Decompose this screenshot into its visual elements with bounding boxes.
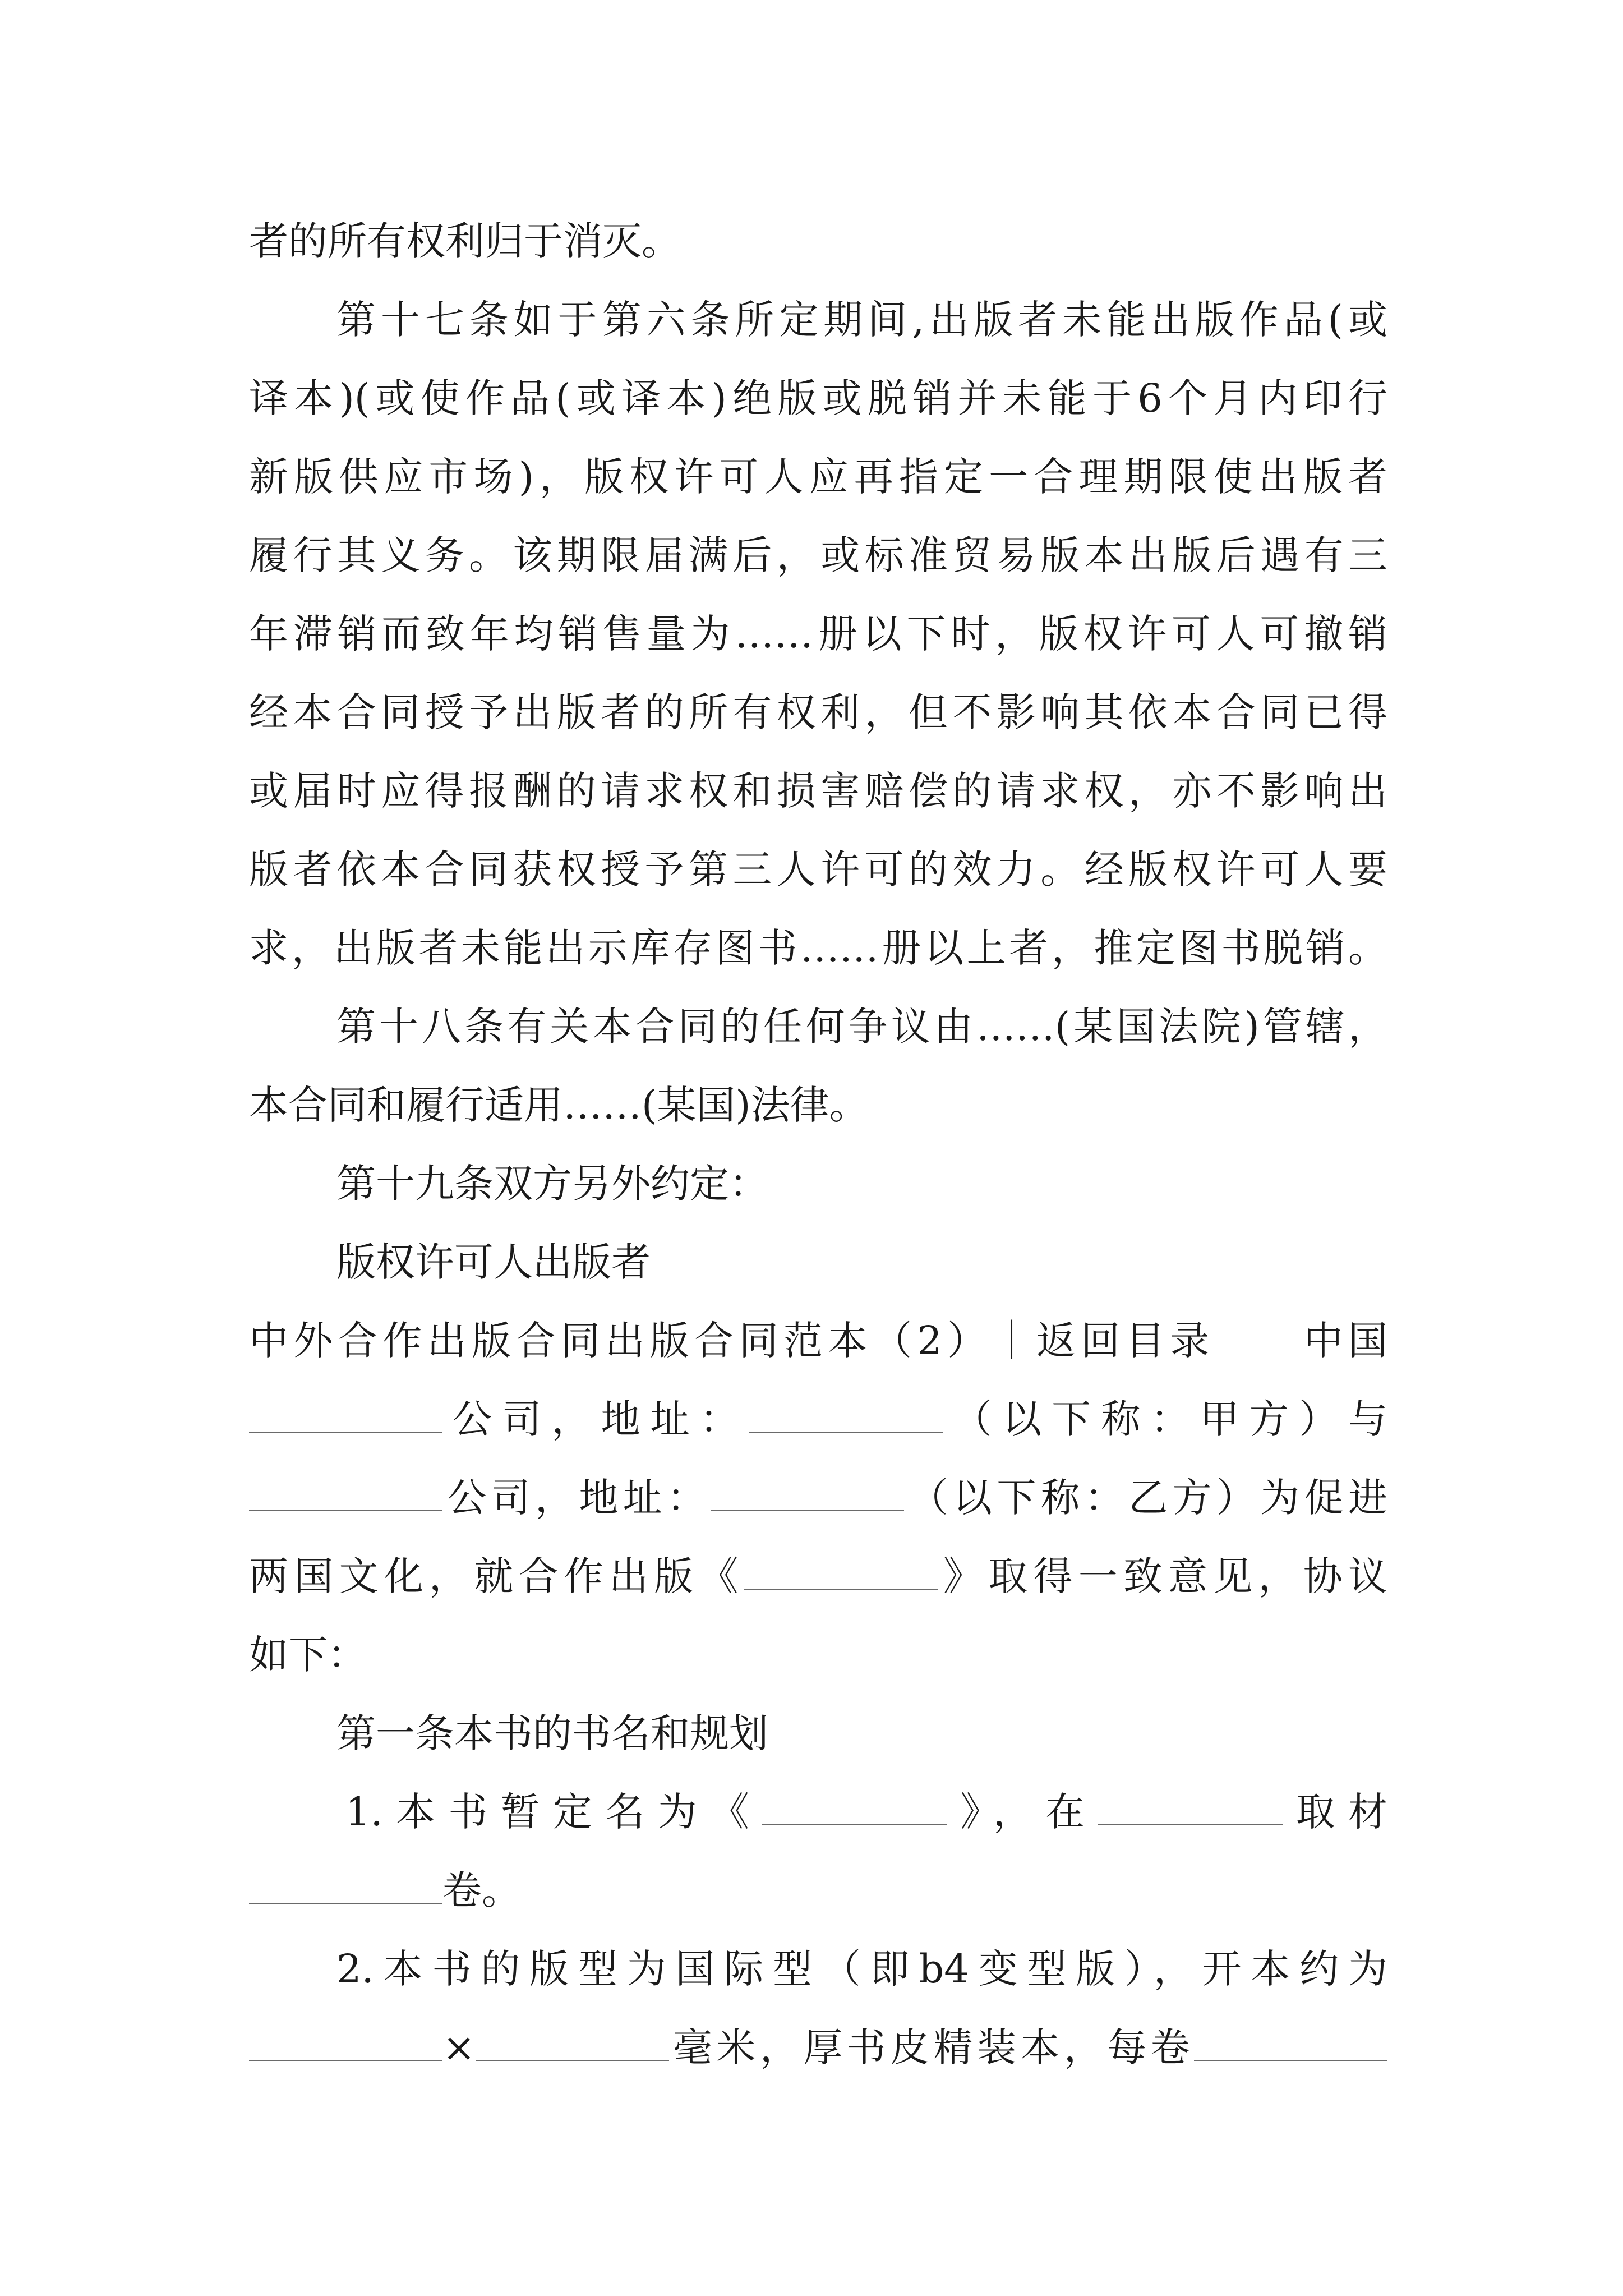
text-segment: 公司，地址： [442,1475,711,1521]
item-1-line [345,1773,1387,1851]
contract-title-line: 中外合作出版合同出版合同范本（2）｜返回目录 中国 [249,1318,1387,1364]
text-line [249,1537,1387,1616]
text-line: 年滞销而致年均销售量为……册以下时，版权许可人可撤销 [249,611,1387,657]
text-segment: 毫米，厚书皮精装本，每卷 [668,2024,1194,2070]
text-line: 履行其义务。该期限届满后，或标准贸易版本出版后遇有三 [249,532,1387,578]
blank-field[interactable] [249,1471,442,1511]
article-19-line: 第十九条双方另外约定： [336,1161,768,1207]
party-a-line [249,1380,1387,1458]
text-line: 或届时应得报酬的请求权和损害赔偿的请求权，亦不影响出 [249,768,1387,814]
blank-field[interactable] [1194,2021,1387,2061]
text-segment: 1.本书暂定名为《 [345,1789,763,1835]
text-line: 译本)(或使作品(或译本)绝版或脱销并未能于6个月内印行 [249,375,1387,421]
text-segment: 两国文化，就合作出版《 [249,1553,744,1599]
text-segment: （以下称：乙方）为促进 [904,1475,1387,1521]
text-line: 本合同和履行适用……(某国)法律。 [249,1082,869,1128]
text-line: 版者依本合同获权授予第三人许可的效力。经版权许可人要 [249,846,1387,892]
party-b-line [249,1458,1387,1537]
article-1-heading: 第一条本书的书名和规划 [336,1710,768,1756]
text-line: 经本合同授予出版者的所有权利，但不影响其依本合同已得 [249,689,1387,735]
article-17-line: 第十七条如于第六条所定期间,出版者未能出版作品(或 [336,297,1387,343]
text-segment: 卷。 [442,1867,521,1913]
text-segment: （以下称：甲方）与 [942,1396,1387,1442]
text-line: 如下： [249,1632,367,1678]
text-line: 新版供应市场)，版权许可人应再指定一合理期限使出版者 [249,454,1387,500]
blank-field[interactable] [1098,1785,1283,1825]
text-line [249,1851,1387,1930]
blank-field[interactable] [476,2021,669,2061]
blank-field[interactable] [249,1392,442,1433]
signature-parties-line: 版权许可人出版者 [336,1239,651,1285]
text-line [249,2008,1387,2087]
blank-field[interactable] [749,1392,943,1433]
article-18-line: 第十八条有关本合同的任何争议由……(某国法院)管辖， [336,1004,1387,1050]
blank-field[interactable] [762,1785,947,1825]
blank-field[interactable] [249,1864,442,1904]
text-line: 求，出版者未能出示库存图书……册以上者，推定图书脱销。 [249,925,1387,971]
text-segment: 取材 [1283,1789,1387,1835]
blank-field[interactable] [249,2021,442,2061]
text-segment: 》，在 [947,1789,1098,1835]
blank-field[interactable] [744,1549,938,1590]
blank-field[interactable] [711,1471,904,1511]
text-segment: × [442,2024,476,2070]
text-line: 者的所有权利归于消灭。 [249,218,681,264]
item-2-line: 2.本书的版型为国际型（即b4变型版），开本约为 [336,1946,1387,1992]
text-segment: 公司，地址： [442,1396,749,1442]
text-segment: 》取得一致意见，协议 [937,1553,1387,1599]
